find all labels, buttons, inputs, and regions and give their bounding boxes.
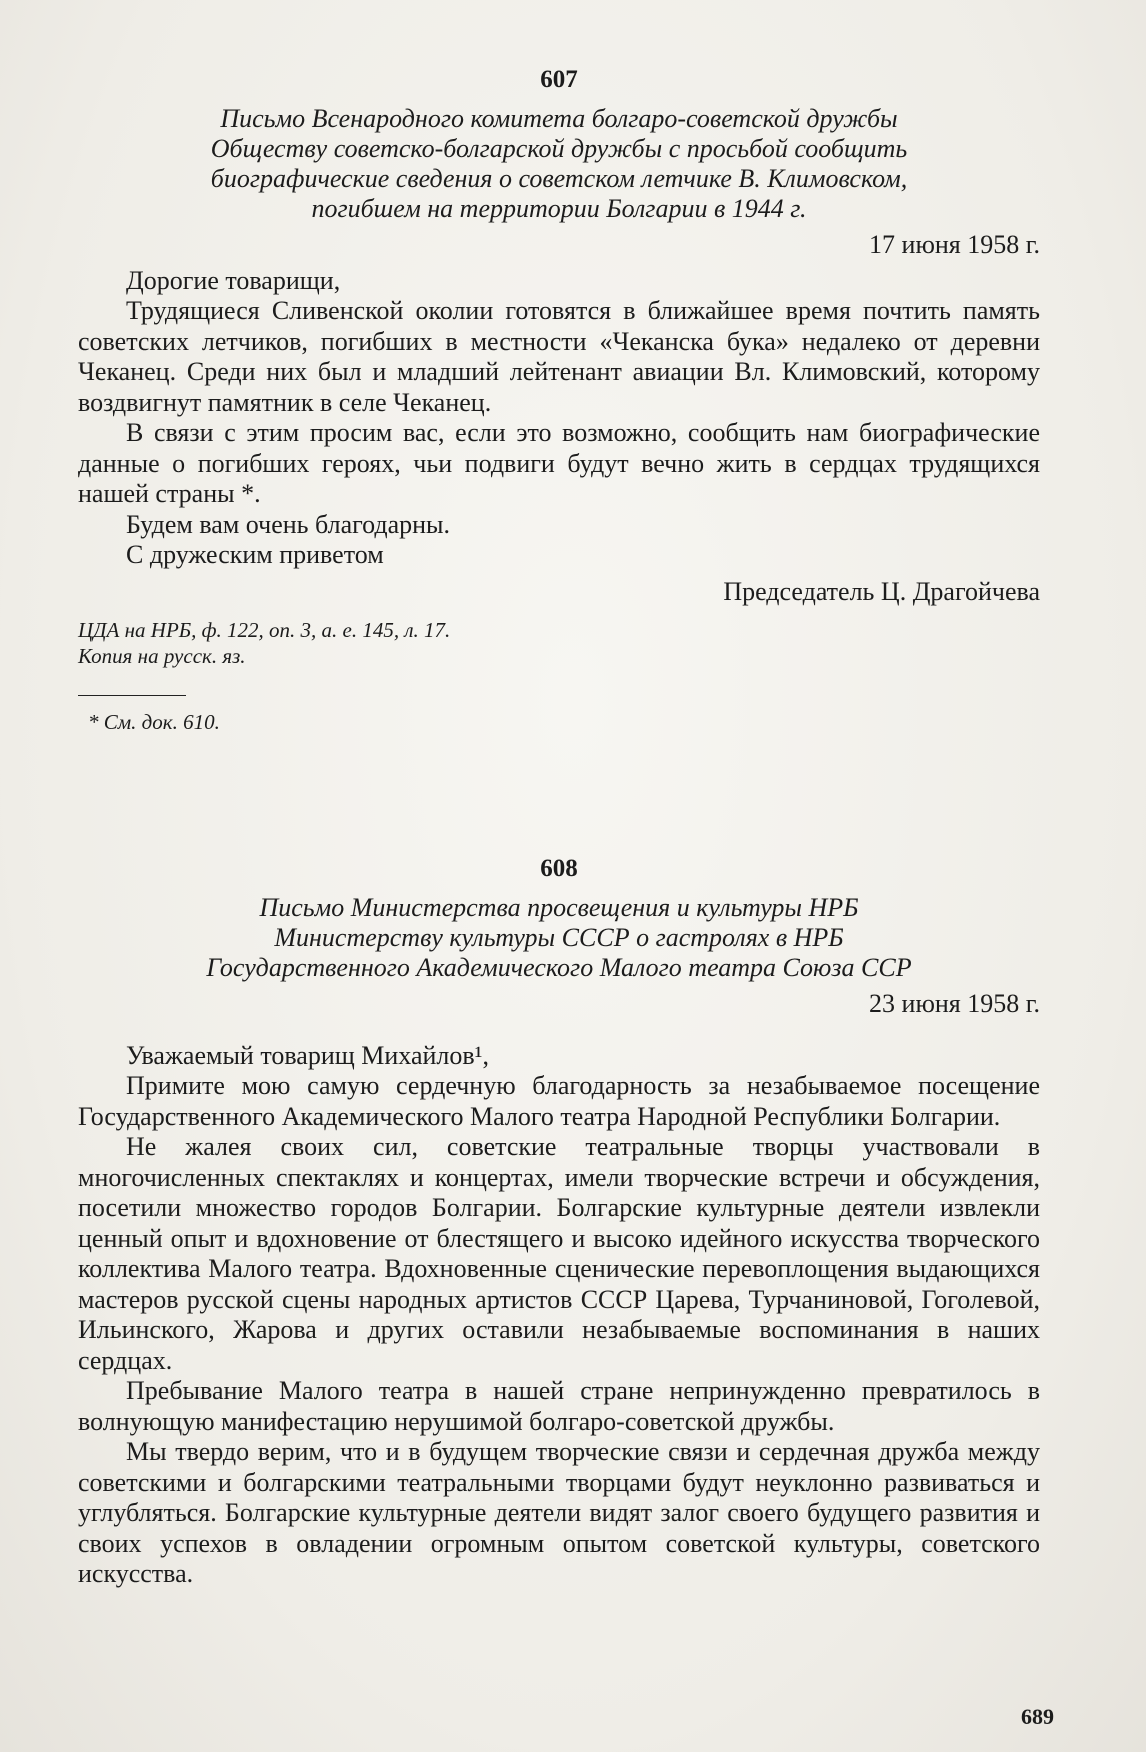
salutation: Дорогие товарищи,	[126, 266, 341, 295]
page-number: 689	[1021, 1704, 1054, 1729]
title-line: Обществу советско-болгарской дружбы с просьбой сообщить	[210, 134, 908, 163]
paragraph: Трудящиеся Сливенской околии готовятся в ближайшее время почтить память советских летчиков, погибших в местности «Чеканска бука» недалеко от деревни Чеканец. Среди них был и младший лейтенант авиации Вл. Климовский, которому воздвигнут памятник в селе Чеканец.	[78, 296, 1040, 417]
document-608	[78, 855, 1040, 1590]
document-date: 23 июня 1958 г.	[869, 989, 1040, 1018]
closing: С дружеским приветом	[126, 540, 384, 569]
title-line: Письмо Министерства просвещения и культуры НРБ	[259, 893, 859, 922]
footnote: * См. док. 610.	[88, 709, 220, 734]
paragraph: Будем вам очень благодарны.	[126, 509, 451, 539]
document-607	[78, 66, 1040, 735]
source-line: Копия на русск. яз.	[78, 643, 246, 668]
title-line: Государственного Академического Малого театра Союза ССР	[206, 953, 912, 982]
title-line: биографические сведения о советском летчике В. Климовском,	[210, 164, 908, 193]
document-number: 607	[540, 66, 578, 93]
title-line: Письмо Всенародного комитета болгаро-советской дружбы	[220, 104, 898, 133]
document-number: 608	[540, 855, 578, 882]
paragraph: Пребывание Малого театра в нашей стране непринужденно превратилось в волнующую манифестацию нерушимой болгаро-советской дружбы.	[78, 1376, 1040, 1436]
paragraph: В связи с этим просим вас, если это возможно, сообщить нам биографические данные о погибших героях, чьи подвиги будут вечно жить в сердцах трудящихся нашей страны *.	[78, 418, 1040, 508]
title-line: погибшем на территории Болгарии в 1944 г.	[311, 194, 807, 223]
document-title	[78, 893, 1040, 983]
salutation: Уважаемый товарищ Михайлов¹,	[126, 1041, 489, 1070]
paragraph: Примите мою самую сердечную благодарность за незабываемое посещение Государственного Академического Малого театра Народной Республики Болгарии.	[78, 1071, 1040, 1131]
document-title	[78, 104, 1040, 224]
signature: Председатель Ц. Драгойчева	[723, 576, 1040, 606]
document-date: 17 июня 1958 г.	[869, 230, 1040, 259]
title-line: Министерству культуры СССР о гастролях в НРБ	[274, 923, 844, 952]
archive-source	[78, 617, 1040, 669]
source-line: ЦДА на НРБ, ф. 122, оп. 3, а. е. 145, л. 17.	[78, 617, 451, 642]
paragraph: Не жалея своих сил, советские театральные творцы участвовали в многочисленных спектаклях и концертах, имели творческие встречи и обсуждения, посетили множество городов Болгарии. Болгарские культурные деятели извлекли ценный опыт и вдохновение от блестящего и высоко идейного искусства творческого коллектива Малого театра. Вдохновенные сценические перевоплощения выдающихся мастеров русской сцены народных артистов СССР Царева, Турчаниновой, Гоголевой, Ильинского, Жарова и других оставили незабываемые воспоминания в наших сердцах.	[78, 1132, 1040, 1375]
paragraph: Мы твердо верим, что и в будущем творческие связи и сердечная дружба между советскими и болгарскими театральными творцами будут неуклонно развиваться и углубляться. Болгарские культурные деятели видят залог своего будущего развития и своих успехов в овладении огромным опытом советской культуры, советского искусства.	[78, 1437, 1040, 1588]
